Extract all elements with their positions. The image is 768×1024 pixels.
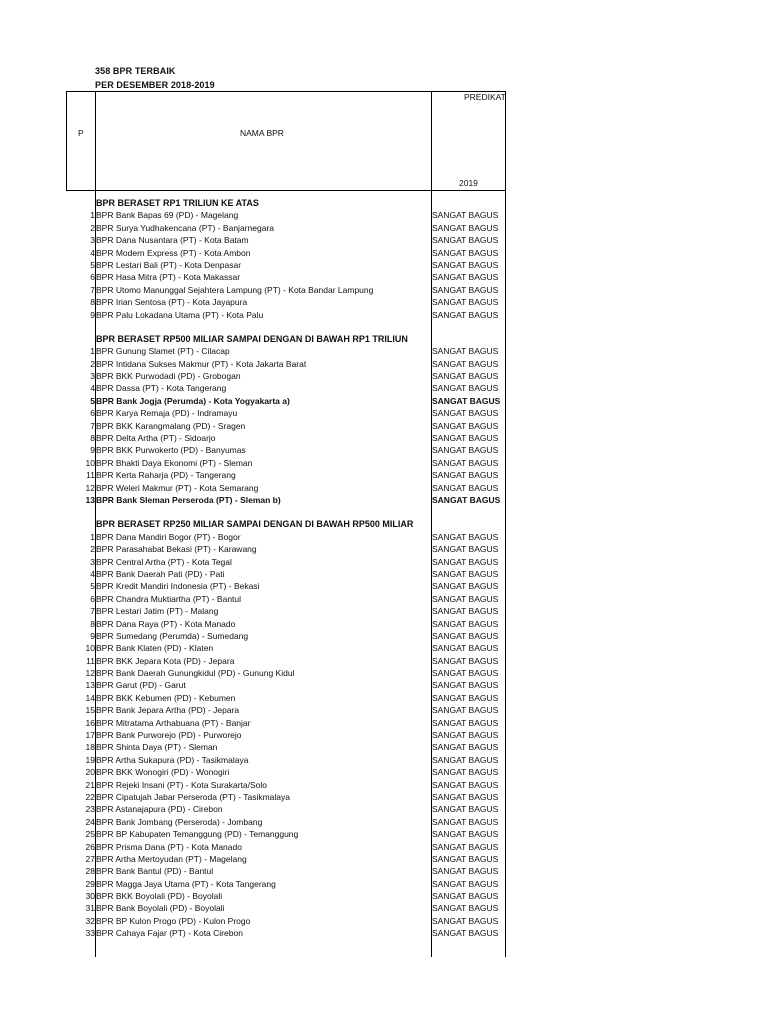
- table-row: [66, 543, 506, 555]
- row-number: 21: [85, 779, 95, 790]
- bank-name: BPR Shinta Daya (PT) - Sleman: [96, 742, 218, 753]
- bank-name: BPR Prisma Dana (PT) - Kota Manado: [96, 841, 242, 852]
- section-heading-text: BPR BERASET RP250 MILIAR SAMPAI DENGAN DI BAWAH RP500 MILIAR: [96, 519, 414, 530]
- table-row: [66, 828, 506, 840]
- row-number: 10: [85, 643, 95, 654]
- predikat-value: SANGAT BAGUS: [432, 804, 499, 815]
- row-number: 2: [90, 358, 95, 369]
- table-row: [66, 358, 506, 370]
- table-row: [66, 209, 506, 221]
- table-row: [66, 382, 506, 394]
- row-number: 10: [85, 457, 95, 468]
- predikat-value: SANGAT BAGUS: [432, 210, 499, 221]
- table-row: [66, 679, 506, 691]
- row-number: 15: [85, 705, 95, 716]
- row-number: 1: [90, 210, 95, 221]
- table-row: [66, 754, 506, 766]
- table-row: [66, 667, 506, 679]
- section-heading-text: BPR BERASET RP500 MILIAR SAMPAI DENGAN DI BAWAH RP1 TRILIUN: [96, 333, 408, 344]
- header-col-predikat: PREDIKAT: [464, 92, 506, 102]
- row-number: 5: [90, 259, 95, 270]
- row-number: 32: [85, 915, 95, 926]
- bank-name: BPR Palu Lokadana Utama (PT) - Kota Palu: [96, 309, 264, 320]
- predikat-value: SANGAT BAGUS: [432, 259, 499, 270]
- predikat-value: SANGAT BAGUS: [432, 717, 499, 728]
- table-row: [66, 816, 506, 828]
- row-number: 25: [85, 829, 95, 840]
- table-row: [66, 605, 506, 617]
- bank-name: BPR Modern Express (PT) - Kota Ambon: [96, 247, 251, 258]
- predikat-value: SANGAT BAGUS: [432, 630, 499, 641]
- table-row: [66, 247, 506, 259]
- row-number: 14: [85, 692, 95, 703]
- predikat-value: SANGAT BAGUS: [432, 420, 499, 431]
- bank-name: BPR Utomo Manunggal Sejahtera Lampung (PT) - Kota Bandar Lampung: [96, 284, 374, 295]
- bank-name: BPR Bank Jombang (Perseroda) - Jombang: [96, 816, 263, 827]
- predikat-value: SANGAT BAGUS: [432, 754, 499, 765]
- predikat-value: SANGAT BAGUS: [432, 915, 499, 926]
- table-row: [66, 395, 506, 407]
- table-row: [66, 370, 506, 382]
- predikat-value: SANGAT BAGUS: [432, 866, 499, 877]
- row-number: 5: [90, 395, 95, 406]
- predikat-value: SANGAT BAGUS: [432, 470, 499, 481]
- predikat-value: SANGAT BAGUS: [432, 903, 499, 914]
- bank-name: BPR Parasahabat Bekasi (PT) - Karawang: [96, 544, 257, 555]
- table-row: [66, 309, 506, 321]
- table-row: [66, 692, 506, 704]
- row-number: 3: [90, 371, 95, 382]
- row-number: 23: [85, 804, 95, 815]
- predikat-value: SANGAT BAGUS: [432, 841, 499, 852]
- row-number: 8: [90, 297, 95, 308]
- bank-name: BPR Delta Artha (PT) - Sidoarjo: [96, 433, 216, 444]
- predikat-value: SANGAT BAGUS: [432, 457, 499, 468]
- row-number: 3: [90, 556, 95, 567]
- row-number: 5: [90, 581, 95, 592]
- predikat-value: SANGAT BAGUS: [432, 235, 499, 246]
- predikat-value: SANGAT BAGUS: [432, 568, 499, 579]
- bank-name: BPR Bank Purworejo (PD) - Purworejo: [96, 730, 242, 741]
- table-row: [66, 420, 506, 432]
- row-number: 4: [90, 568, 95, 579]
- row-number: 30: [85, 891, 95, 902]
- bank-name: BPR BP Kulon Progo (PD) - Kulon Progo: [96, 915, 251, 926]
- bank-name: BPR Surya Yudhakencana (PT) - Banjarnegara: [96, 222, 274, 233]
- bank-name: BPR Kerta Raharja (PD) - Tangerang: [96, 470, 236, 481]
- bank-name: BPR Dana Raya (PT) - Kota Manado: [96, 618, 236, 629]
- table-row: [66, 259, 506, 271]
- table-row: [66, 580, 506, 592]
- row-number: 20: [85, 767, 95, 778]
- bank-name: BPR Bank Daerah Pati (PD) - Pati: [96, 568, 225, 579]
- bank-name: BPR Weleri Makmur (PT) - Kota Semarang: [96, 482, 259, 493]
- predikat-value: SANGAT BAGUS: [432, 383, 499, 394]
- row-number: 7: [90, 284, 95, 295]
- predikat-value: SANGAT BAGUS: [432, 358, 499, 369]
- predikat-value: SANGAT BAGUS: [432, 445, 499, 456]
- bank-name: BPR Bank Bantul (PD) - Bantul: [96, 866, 214, 877]
- bank-name: BPR BKK Karangmalang (PD) - Sragen: [96, 420, 246, 431]
- document-subtitle: PER DESEMBER 2018-2019: [95, 80, 215, 90]
- predikat-value: SANGAT BAGUS: [432, 309, 499, 320]
- row-number: 6: [90, 593, 95, 604]
- predikat-value: SANGAT BAGUS: [432, 556, 499, 567]
- table-row: [66, 284, 506, 296]
- bank-name: BPR Bank Boyolali (PD) - Boyolali: [96, 903, 225, 914]
- section-heading: [66, 333, 506, 345]
- table-row: [66, 568, 506, 580]
- bank-name: BPR Bank Klaten (PD) - Klaten: [96, 643, 214, 654]
- row-number: 12: [85, 482, 95, 493]
- table-row: [66, 345, 506, 357]
- bank-name: BPR Mitratama Arthabuana (PT) - Banjar: [96, 717, 251, 728]
- predikat-value: SANGAT BAGUS: [432, 433, 499, 444]
- row-number: 17: [85, 730, 95, 741]
- row-number: 1: [90, 346, 95, 357]
- predikat-value: SANGAT BAGUS: [432, 655, 499, 666]
- bank-name: BPR Astanajapura (PD) - Cirebon: [96, 804, 223, 815]
- predikat-value: SANGAT BAGUS: [432, 742, 499, 753]
- section-heading: [66, 197, 506, 209]
- predikat-value: SANGAT BAGUS: [432, 395, 501, 406]
- table-row: [66, 766, 506, 778]
- row-number: 7: [90, 420, 95, 431]
- table-top-border: [66, 91, 506, 92]
- table-row: [66, 704, 506, 716]
- table-row: [66, 779, 506, 791]
- bank-name: BPR Rejeki Insani (PT) - Kota Surakarta/Solo: [96, 779, 268, 790]
- predikat-value: SANGAT BAGUS: [432, 767, 499, 778]
- bank-name: BPR BP Kabupaten Temanggung (PD) - Temanggung: [96, 829, 299, 840]
- predikat-value: SANGAT BAGUS: [432, 284, 499, 295]
- predikat-value: SANGAT BAGUS: [432, 247, 499, 258]
- bank-name: BPR Sumedang (Perumda) - Sumedang: [96, 630, 249, 641]
- bank-name: BPR BKK Wonogiri (PD) - Wonogiri: [96, 767, 230, 778]
- table-row: [66, 890, 506, 902]
- row-number: 24: [85, 816, 95, 827]
- row-number: 9: [90, 309, 95, 320]
- predikat-value: SANGAT BAGUS: [432, 853, 499, 864]
- bank-name: BPR BKK Boyolali (PD) - Boyolali: [96, 891, 223, 902]
- table-row: [66, 222, 506, 234]
- bank-name: BPR Lestari Bali (PT) - Kota Denpasar: [96, 259, 242, 270]
- table-row: [66, 296, 506, 308]
- bank-name: BPR Bank Sleman Perseroda (PT) - Sleman b): [96, 494, 281, 505]
- bank-name: BPR Artha Sukapura (PD) - Tasikmalaya: [96, 754, 249, 765]
- row-number: 4: [90, 383, 95, 394]
- bank-name: BPR BKK Jepara Kota (PD) - Jepara: [96, 655, 235, 666]
- bank-name: BPR Irian Sentosa (PT) - Kota Jayapura: [96, 297, 248, 308]
- section-heading: [66, 518, 506, 530]
- row-number: 29: [85, 878, 95, 889]
- row-number: 1: [90, 531, 95, 542]
- table-row: [66, 234, 506, 246]
- predikat-value: SANGAT BAGUS: [432, 371, 499, 382]
- predikat-value: SANGAT BAGUS: [432, 297, 499, 308]
- table-row: [66, 878, 506, 890]
- table-left-border: [66, 91, 67, 191]
- row-number: 27: [85, 853, 95, 864]
- bank-name: BPR BKK Kebumen (PD) - Kebumen: [96, 692, 236, 703]
- table-row: [66, 593, 506, 605]
- table-row: [66, 741, 506, 753]
- predikat-value: SANGAT BAGUS: [432, 482, 499, 493]
- row-number: 2: [90, 544, 95, 555]
- table-row: [66, 618, 506, 630]
- predikat-value: SANGAT BAGUS: [432, 494, 501, 505]
- table-row: [66, 642, 506, 654]
- predikat-value: SANGAT BAGUS: [432, 272, 499, 283]
- row-number: 2: [90, 222, 95, 233]
- section-heading-text: BPR BERASET RP1 TRILIUN KE ATAS: [96, 198, 259, 208]
- table-row: [66, 853, 506, 865]
- bank-name: BPR Karya Remaja (PD) - Indramayu: [96, 408, 238, 419]
- bank-name: BPR Hasa Mitra (PT) - Kota Makassar: [96, 272, 241, 283]
- table-row: [66, 469, 506, 481]
- row-number: 12: [85, 668, 95, 679]
- row-number: 6: [90, 272, 95, 283]
- header-col-no: P: [78, 128, 84, 138]
- table-row: [66, 432, 506, 444]
- table-row: [66, 803, 506, 815]
- row-number: 26: [85, 841, 95, 852]
- bank-name: BPR Dana Mandiri Bogor (PT) - Bogor: [96, 531, 241, 542]
- predikat-value: SANGAT BAGUS: [432, 928, 499, 939]
- predikat-value: SANGAT BAGUS: [432, 705, 499, 716]
- row-number: 7: [90, 606, 95, 617]
- table-row: [66, 927, 506, 939]
- row-number: 13: [85, 494, 95, 505]
- document-title: 358 BPR TERBAIK: [95, 66, 176, 76]
- header-col-year: 2019: [459, 178, 478, 188]
- row-number: 11: [86, 655, 95, 666]
- predikat-value: SANGAT BAGUS: [432, 531, 499, 542]
- predikat-value: SANGAT BAGUS: [432, 593, 499, 604]
- bank-name: BPR BKK Purwokerto (PD) - Banyumas: [96, 445, 246, 456]
- predikat-value: SANGAT BAGUS: [432, 668, 499, 679]
- predikat-value: SANGAT BAGUS: [432, 816, 499, 827]
- bank-name: BPR Magga Jaya Utama (PT) - Kota Tangerang: [96, 878, 276, 889]
- table-row: [66, 494, 506, 506]
- row-number: 3: [90, 235, 95, 246]
- table-row: [66, 902, 506, 914]
- predikat-value: SANGAT BAGUS: [432, 581, 499, 592]
- row-number: 8: [90, 433, 95, 444]
- bank-name: BPR Artha Mertoyudan (PT) - Magelang: [96, 853, 247, 864]
- predikat-value: SANGAT BAGUS: [432, 878, 499, 889]
- table-row: [66, 729, 506, 741]
- table-row: [66, 841, 506, 853]
- bank-name: BPR Chandra Muktiartha (PT) - Bantul: [96, 593, 242, 604]
- row-number: 16: [85, 717, 95, 728]
- bpr-table-body: [66, 191, 506, 940]
- table-row: [66, 556, 506, 568]
- predikat-value: SANGAT BAGUS: [432, 891, 499, 902]
- predikat-value: SANGAT BAGUS: [432, 829, 499, 840]
- predikat-value: SANGAT BAGUS: [432, 779, 499, 790]
- row-number: 4: [90, 247, 95, 258]
- bank-name: BPR Bank Jepara Artha (PD) - Jepara: [96, 705, 240, 716]
- row-number: 6: [90, 408, 95, 419]
- predikat-value: SANGAT BAGUS: [432, 408, 499, 419]
- predikat-value: SANGAT BAGUS: [432, 730, 499, 741]
- bank-name: BPR Gunung Slamet (PT) - Cilacap: [96, 346, 230, 357]
- predikat-value: SANGAT BAGUS: [432, 346, 499, 357]
- table-row: [66, 407, 506, 419]
- bank-name: BPR Bank Jogja (Perumda) - Kota Yogyakarta a): [96, 395, 290, 406]
- table-row: [66, 791, 506, 803]
- row-number: 18: [85, 742, 95, 753]
- predikat-value: SANGAT BAGUS: [432, 618, 499, 629]
- row-number: 11: [86, 470, 95, 481]
- header-col-name: NAMA BPR: [240, 128, 284, 138]
- bank-name: BPR Bank Daerah Gunungkidul (PD) - Gunung Kidul: [96, 668, 295, 679]
- bank-name: BPR Dana Nusantara (PT) - Kota Batam: [96, 235, 249, 246]
- bank-name: BPR Intidana Sukses Makmur (PT) - Kota Jakarta Barat: [96, 358, 307, 369]
- table-row: [66, 457, 506, 469]
- table-row: [66, 271, 506, 283]
- predikat-value: SANGAT BAGUS: [432, 222, 499, 233]
- table-row: [66, 865, 506, 877]
- predikat-value: SANGAT BAGUS: [432, 544, 499, 555]
- bank-name: BPR Dassa (PT) - Kota Tangerang: [96, 383, 227, 394]
- table-row: [66, 655, 506, 667]
- bank-name: BPR Central Artha (PT) - Kota Tegal: [96, 556, 232, 567]
- bank-name: BPR BKK Purwodadi (PD) - Grobogan: [96, 371, 241, 382]
- predikat-value: SANGAT BAGUS: [432, 692, 499, 703]
- bank-name: BPR Bhakti Daya Ekonomi (PT) - Sleman: [96, 457, 253, 468]
- table-row: [66, 717, 506, 729]
- predikat-value: SANGAT BAGUS: [432, 606, 499, 617]
- bank-name: BPR Lestari Jatim (PT) - Malang: [96, 606, 219, 617]
- row-number: 9: [90, 445, 95, 456]
- row-number: 9: [90, 630, 95, 641]
- row-number: 31: [85, 903, 95, 914]
- bank-name: BPR Cipatujah Jabar Perseroda (PT) - Tasikmalaya: [96, 791, 291, 802]
- table-row: [66, 531, 506, 543]
- predikat-value: SANGAT BAGUS: [432, 643, 499, 654]
- row-number: 8: [90, 618, 95, 629]
- row-number: 13: [85, 680, 95, 691]
- row-number: 28: [85, 866, 95, 877]
- table-row: [66, 630, 506, 642]
- table-row: [66, 444, 506, 456]
- bank-name: BPR Cahaya Fajar (PT) - Kota Cirebon: [96, 928, 243, 939]
- row-number: 19: [85, 754, 95, 765]
- row-number: 22: [85, 791, 95, 802]
- bank-name: BPR Kredit Mandiri Indonesia (PT) - Bekasi: [96, 581, 260, 592]
- predikat-value: SANGAT BAGUS: [432, 791, 499, 802]
- bank-name: BPR Bank Bapas 69 (PD) - Magelang: [96, 210, 239, 221]
- row-number: 33: [85, 928, 95, 939]
- bank-name: BPR Garut (PD) - Garut: [96, 680, 186, 691]
- predikat-value: SANGAT BAGUS: [432, 680, 499, 691]
- table-row: [66, 482, 506, 494]
- table-row: [66, 915, 506, 927]
